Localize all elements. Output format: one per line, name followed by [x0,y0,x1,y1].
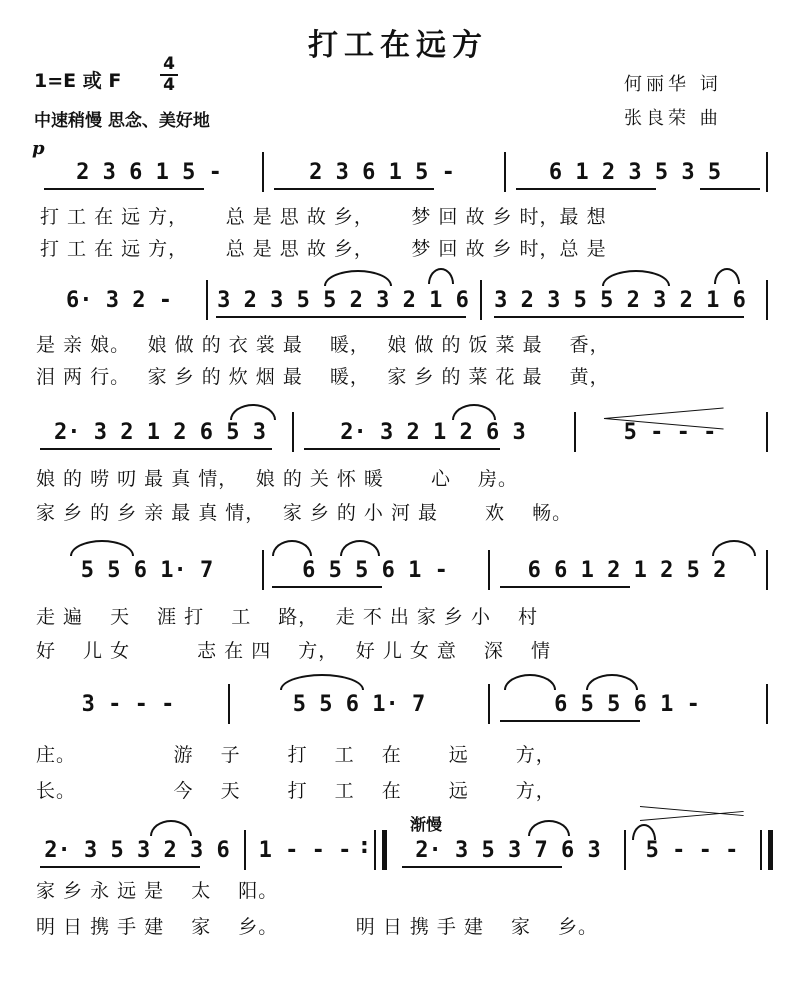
key-signature: 1=E 或 F [34,70,122,92]
slur [602,270,670,286]
slur [70,540,134,556]
underline-beam [44,188,204,190]
lyric-text: 好 儿 女 志 在 四 方， 好 儿 女 意 深 情 [36,640,551,662]
time-bottom: 4 [163,75,175,95]
lyric-line-1 [0,330,796,354]
slur [230,404,276,420]
underline-beam [516,188,656,190]
slur [340,540,380,556]
time-top: 4 [163,54,175,74]
lyric-line-1 [0,464,796,488]
lyric-line-2 [0,362,796,386]
tempo-marking: 中速稍慢 思念、美好地 [34,111,210,131]
system-notes [0,550,796,590]
underline-beam [304,448,500,450]
underline-beam [700,188,760,190]
measure-3: 2· 3 5 3 7 6 3 [415,837,601,863]
tempo-change-marking: 渐慢 [410,815,443,834]
measure-3: 6 1 2 3 5 3 5 [548,159,722,185]
measure-3: 6 5 5 6 1 - [554,691,700,717]
lyric-line-2 [0,912,796,936]
lyric-text: 长。 今 天 打 工 在 远 方， [36,780,556,802]
measure-1: 6· 3 2 - [66,287,172,313]
measure-3: 6 6 1 2 1 2 5 2 [527,557,727,583]
lyric-text: 家 乡 的 乡 亲 最 真 情， 家 乡 的 小 河 最 欢 畅。 [36,502,573,524]
measure-1: 5 5 6 1· 7 [80,557,214,583]
slur [504,674,556,690]
slur [528,820,570,836]
lyric-text: 打 工 在 远 方， 总 是 思 故 乡， 梦 回 故 乡 时，总 是 [40,238,607,260]
slur [324,270,392,286]
composer-credit: 张良荣 曲 [624,108,722,129]
repeat-barline [374,830,376,870]
slur [586,674,638,690]
lyric-text: 明 日 携 手 建 家 乡。 明 日 携 手 建 家 乡。 [36,916,599,938]
barline [292,412,294,452]
underline-beam [272,586,382,588]
slur [452,404,496,420]
barline [624,830,626,870]
measure-1: 2· 3 2 1 2 6 5 3 [54,419,266,445]
slur [428,268,454,284]
song-title: 打工在远方 [308,28,488,63]
barline [766,550,768,590]
lyric-text: 家 乡 永 远 是 太 阳。 [36,880,279,902]
dynamic-marking: p [32,138,45,159]
measure-2: 1 - - - [258,837,352,863]
barline [766,152,768,192]
underline-beam [216,316,466,318]
lyric-line-1 [0,602,796,626]
underline-beam [402,866,562,868]
barline [206,280,208,320]
final-barline [760,830,762,870]
barline [488,550,490,590]
measure-1: 2· 3 5 3 2 3 6 [44,837,230,863]
system-notes [0,684,796,724]
lyricist-credit: 何丽华 词 [624,74,722,95]
lyric-line-2 [0,776,796,800]
lyric-line-1 [0,202,796,226]
barline [766,684,768,724]
measure-2: 5 5 6 1· 7 [292,691,426,717]
measure-2: 6 5 5 6 1 - [302,557,448,583]
measure-3: 3 2 3 5 5 2 3 2 1 6 [494,287,746,313]
lyric-text: 庄。 游 子 打 工 在 远 方， [36,744,556,766]
lyric-line-2 [0,498,796,522]
time-signature [160,56,178,94]
underline-beam [500,720,640,722]
barline [228,684,230,724]
slur [272,540,312,556]
measure-2: 3 2 3 5 5 2 3 2 1 6 [217,287,469,313]
underline-beam [274,188,434,190]
lyric-line-1 [0,876,796,900]
measure-2: 2· 3 2 1 2 6 3 [340,419,526,445]
barline [766,412,768,452]
system-notes [0,412,796,452]
barline [488,684,490,724]
underline-beam [494,316,744,318]
barline [504,152,506,192]
barline [262,152,264,192]
underline-beam [40,448,272,450]
lyric-line-1 [0,740,796,764]
system-notes [0,152,796,192]
system-notes [0,280,796,320]
measure-1: 3 - - - [81,691,175,717]
slur [280,674,364,690]
measure-2: 2 3 6 1 5 - [309,159,455,185]
lyric-text: 泪 两 行。 家 乡 的 炊 烟 最 暖， 家 乡 的 菜 花 最 黄， [36,366,610,388]
measure-4: 5 - - - [645,837,739,863]
lyric-text: 娘 的 唠 叨 最 真 情， 娘 的 关 怀 暖 心 房。 [36,468,519,490]
slur [712,540,756,556]
lyric-line-2 [0,234,796,258]
fermata [632,824,656,840]
barline [766,280,768,320]
barline [480,280,482,320]
slur [150,820,192,836]
lyric-text: 打 工 在 远 方， 总 是 思 故 乡， 梦 回 故 乡 时，最 想 [40,206,607,228]
measure-1: 2 3 6 1 5 - [76,159,222,185]
system-notes [0,830,796,870]
barline [574,412,576,452]
lyric-text: 是 亲 娘。 娘 做 的 衣 裳 最 暖， 娘 做 的 饭 菜 最 香， [36,334,610,356]
barline [244,830,246,870]
slur [714,268,740,284]
lyric-text: 走 遍 天 涯 打 工 路， 走 不 出 家 乡 小 村 [36,606,539,628]
diminuendo-line [640,811,744,821]
measure-3: 5 - - - [623,419,717,445]
underline-beam [500,586,630,588]
barline [262,550,264,590]
lyric-line-2 [0,636,796,660]
underline-beam [40,866,200,868]
